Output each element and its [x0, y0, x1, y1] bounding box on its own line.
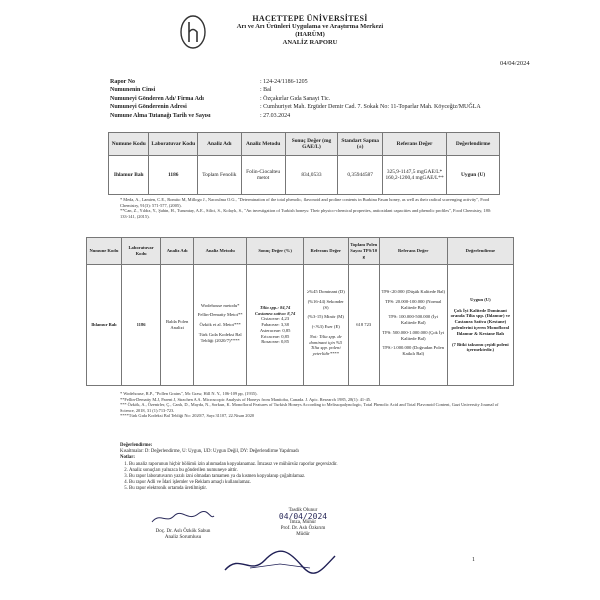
evaluation-value: Uygun (U)	[470, 296, 491, 302]
column-header: Referans Değer	[379, 238, 447, 265]
note-item: 5. Bu rapor elektronik ortamda üretilmiştir.	[129, 486, 500, 492]
tps-ref-item: TPS>1.000.000 (Doğrudan Polen Katkılı Bal)	[382, 345, 444, 357]
reference-item: ****Türk Gıda Kodeksi Bal Tebliği No: 2020/7, Sayı:31107, 22.Nisan 2020	[120, 413, 255, 419]
info-label: Numunenin Cinsi	[110, 87, 156, 94]
reference-item: * Meda, A., Lamien, C.E., Romito M, Millogo J., Nacoulma O.G., "Determination of the total phenolic, flavonoid and proline contents in Burkina Fasan honey, as well as their radical scavenging activity", Food Chemistry, 91(3): 571-577, (2005).	[120, 197, 490, 208]
sample-info	[110, 78, 530, 120]
reference-item: **Can, Z., Yıldız, Y., Şahin, H., Turumtay, A.E., Silici, S., Kolaylı, S., "An investigation of Turkish honeys: Their physico-chemical properties, antioxidant capacities and phenolic profiles", Food Chemistry, 180: 133-141, (2015).	[120, 208, 492, 219]
column-header: Standart Sapma (±)	[338, 133, 383, 156]
center-short-name: (HARÜM)	[295, 31, 325, 38]
note-item: 1. Bu analiz raporunun hiçbir bölümü izin alınmadan kopyalanamaz. İmzasız ve mühürsüz raporlar geçersizdir.	[129, 462, 500, 468]
table-cell: Ihlamur Balı	[109, 156, 149, 195]
reference-item: *** Özkök, A., Özenirler, Ç., Canlı, D., Mayda, N., Sorkun, K. Monofloral Features of Turkish Honeys According to Melissopalynologic, Total Phenolic Acid and Total Flavonoid Content, Gazi University Journal of Science, 2018, 31 (1):713-723.	[120, 402, 499, 413]
table-header-row	[109, 133, 500, 156]
notes-list	[120, 462, 500, 493]
director-name: Prof. Dr. Aslı Özkırım	[280, 526, 326, 531]
certification-text: Tasdik Olunur	[288, 508, 318, 513]
analyst-signature-block	[148, 510, 218, 541]
handwritten-date: 04/04/2024	[278, 512, 328, 521]
column-header: Analiz Adı	[161, 238, 194, 265]
table-row	[87, 265, 514, 386]
pollen-references	[120, 391, 500, 419]
note-item: 4. Bu rapor Adli ve İdari işlemler ve Reklam amaçlı kullanılamaz.	[129, 480, 500, 486]
note-item: 2. Analiz sonuçları yalnızca bu gönderilen numuneye aittir.	[129, 468, 500, 474]
result-sub: Castanea sativa: 8,74	[254, 310, 296, 316]
tps-ref-item: TPS<20.000 (Düşük Kalitede Bal)	[381, 288, 446, 294]
info-row	[110, 78, 530, 86]
reference-item: * Wodehouse, R.P., "Pollen Grains", Mc Graw, Hill N. Y., 106-109 pp, (1935).	[120, 391, 258, 396]
ref-item: (<%3) Eser (E)	[311, 324, 340, 330]
table-cell: Balda Polen Analizi	[161, 265, 194, 386]
info-value: : Özçakırlar Gıda Sanayi Tic.	[260, 95, 331, 102]
info-value: : Cumhuriyet Mah. Ergüder Demir Cad. 7. Sokak No: 11-Toparlar Mah. Köyceğiz/MUĞLA	[260, 104, 481, 111]
result-item: Cistaceae: 4,23	[261, 316, 290, 322]
column-header: Referans Değer	[303, 238, 348, 265]
table-cell: 325,9-1147,5 mgGAE/L* 160,2-1200,4 mgGAE/L**	[382, 156, 446, 195]
signature-seal-label: İmza, Mühür	[289, 520, 317, 525]
table-cell: 834,0533	[285, 156, 338, 195]
report-notes	[120, 443, 500, 493]
result-item: Asteraceae: 0,85	[259, 327, 291, 333]
table-cell: Uygun (U)	[447, 156, 500, 195]
note-item: 3. Bu rapor laboratuvarın yazılı izni olmadan tamamen ya da kısmen kopyalanıp çoğaltılamaz.	[129, 474, 500, 480]
abbreviations: Kısaltmalar: D: Değerlendirme, U: Uygun, UD: Uygun Değil, DY: Değerlendirme Yapılmadı	[120, 449, 299, 455]
column-header: Laboratuvar Kodu	[121, 238, 160, 265]
method-item: Türk Gıda Kodeksi Bal Tebliği (2020/7)****	[198, 331, 242, 343]
method-item: Wodehouse metodu*	[200, 302, 240, 308]
table-cell: 0,35944587	[338, 156, 383, 195]
tps-ref-item: TPS: 500.000-1.000.000 (Çok İyi Kalitede Bal)	[382, 329, 445, 341]
column-header: Değerlendirme	[447, 238, 513, 265]
evaluation-note-2: (7 Bitki taksonu çeşidi poleni içermektedir.)	[452, 341, 509, 353]
center-name: Arı ve Arı Ürünleri Uygulama ve Araştırma Merkezi	[236, 23, 384, 30]
report-header	[200, 15, 420, 47]
notes-title: Notlar:	[120, 455, 135, 461]
page-number: 1	[472, 557, 475, 563]
column-header: Laboratuvar Kodu	[149, 133, 198, 156]
column-header: Değerlendirme	[447, 133, 500, 156]
info-row	[110, 112, 530, 120]
evaluation-cell	[447, 265, 513, 386]
evaluation-note: Çok İyi Kalitede Dominant oranda Tilia spp. (Ihlamur) ve Castanea Sativa (Kestane) polenlerini içeren Monofloral Ihlamur & Kestane Balı	[450, 307, 511, 336]
tps-ref-item: TPS: 100.000-500.000 (İyi Kalitede Bal)	[388, 314, 438, 326]
column-header: Analiz Adı	[198, 133, 242, 156]
tps-reference-cell	[379, 265, 447, 386]
analyst-name: Doç. Dr. Aslı Özkök Sabun	[155, 529, 211, 534]
director-signature-block	[258, 508, 348, 538]
info-row	[110, 86, 530, 94]
table-cell: 1186	[149, 156, 198, 195]
director-title: Müdür	[296, 532, 310, 537]
table-cell: Toplam Fenolik	[198, 156, 242, 195]
tps-ref-item: TPS: 20.000-100.000 (Normal Kalitede Bal)	[385, 298, 442, 310]
info-label: Numuneyi Gönderen Adı/ Firma Adı	[110, 95, 204, 102]
report-date: 04/04/2024	[500, 60, 530, 67]
column-header: Analiz Metodu	[193, 238, 246, 265]
ref-item: (%3-15) Minör (M)	[307, 314, 344, 320]
report-title: ANALİZ RAPORU	[282, 39, 338, 46]
info-row	[110, 103, 530, 111]
info-value: : 27.03.2024	[260, 112, 291, 119]
table-header-row	[87, 238, 514, 265]
column-header: Numune Kodu	[109, 133, 149, 156]
column-header: Referans Değer	[382, 133, 446, 156]
director-signature-icon	[220, 548, 340, 578]
column-header: Numune Kodu	[87, 238, 122, 265]
result-main: Tilia spp.: 84,74	[259, 304, 291, 310]
reference-cell	[303, 265, 348, 386]
column-header: Toplam Polen Sayısı TPS/10 g	[348, 238, 379, 265]
phenolic-results-table	[108, 132, 500, 195]
table-row	[109, 156, 500, 195]
table-cell: 1186	[121, 265, 160, 386]
info-label: Rapor No	[110, 79, 136, 85]
handwritten-signature-icon	[148, 510, 218, 526]
result-cell	[247, 265, 303, 386]
ref-item: ≥%45 Dominant (D)	[306, 288, 345, 294]
info-label: Numune Alma Tutanağı Tarih ve Sayısı	[110, 112, 211, 119]
info-value: : 124-24/1186-1205	[260, 79, 308, 85]
column-header: Sonuç Değer (%)	[247, 238, 303, 265]
table-cell: Ihlamur Balı	[87, 265, 122, 386]
method-item: Fellin-Dematty Metot**	[197, 312, 243, 318]
ref-note: Not: Tilia spp. de dominant için %5 Tilia spp. poleni yeterlidir****	[309, 333, 343, 357]
ref-item: (%16-44) Sekonder (S)	[307, 298, 344, 310]
result-item: Fabaceae: 3,38	[261, 322, 289, 328]
phenolic-references	[120, 197, 500, 219]
evaluation-title: Değerlendirme:	[120, 443, 153, 448]
info-label: Numuneyi Gönderenin Adresi	[110, 104, 187, 111]
analyst-title: Analiz Sorumlusu	[164, 535, 202, 540]
method-item: Özkök et al. Metot***	[199, 322, 241, 328]
method-cell	[193, 265, 246, 386]
info-row	[110, 95, 530, 103]
result-item: Rosaceae: 0,85	[261, 339, 290, 345]
reference-item: **Fellin-Dematty M.J, Parent J, Strachen A A. Microscopic Analysis of Honeys from Manitoba, Canada. J. Apic. Research 1985, 28(1): 41-45.	[120, 396, 372, 402]
university-name: HACETTEPE ÜNİVERSİTESİ	[252, 14, 368, 23]
pollen-results-table	[86, 237, 514, 386]
table-cell: Folin-Ciocalteu metot	[241, 156, 285, 195]
info-value: : Bal	[260, 87, 272, 94]
column-header: Sonuç Değer (mg GAE/L)	[285, 133, 338, 156]
result-item: Ericaceae: 0,85	[260, 333, 290, 339]
tps-cell: 618 723	[348, 265, 379, 386]
column-header: Analiz Metodu	[241, 133, 285, 156]
